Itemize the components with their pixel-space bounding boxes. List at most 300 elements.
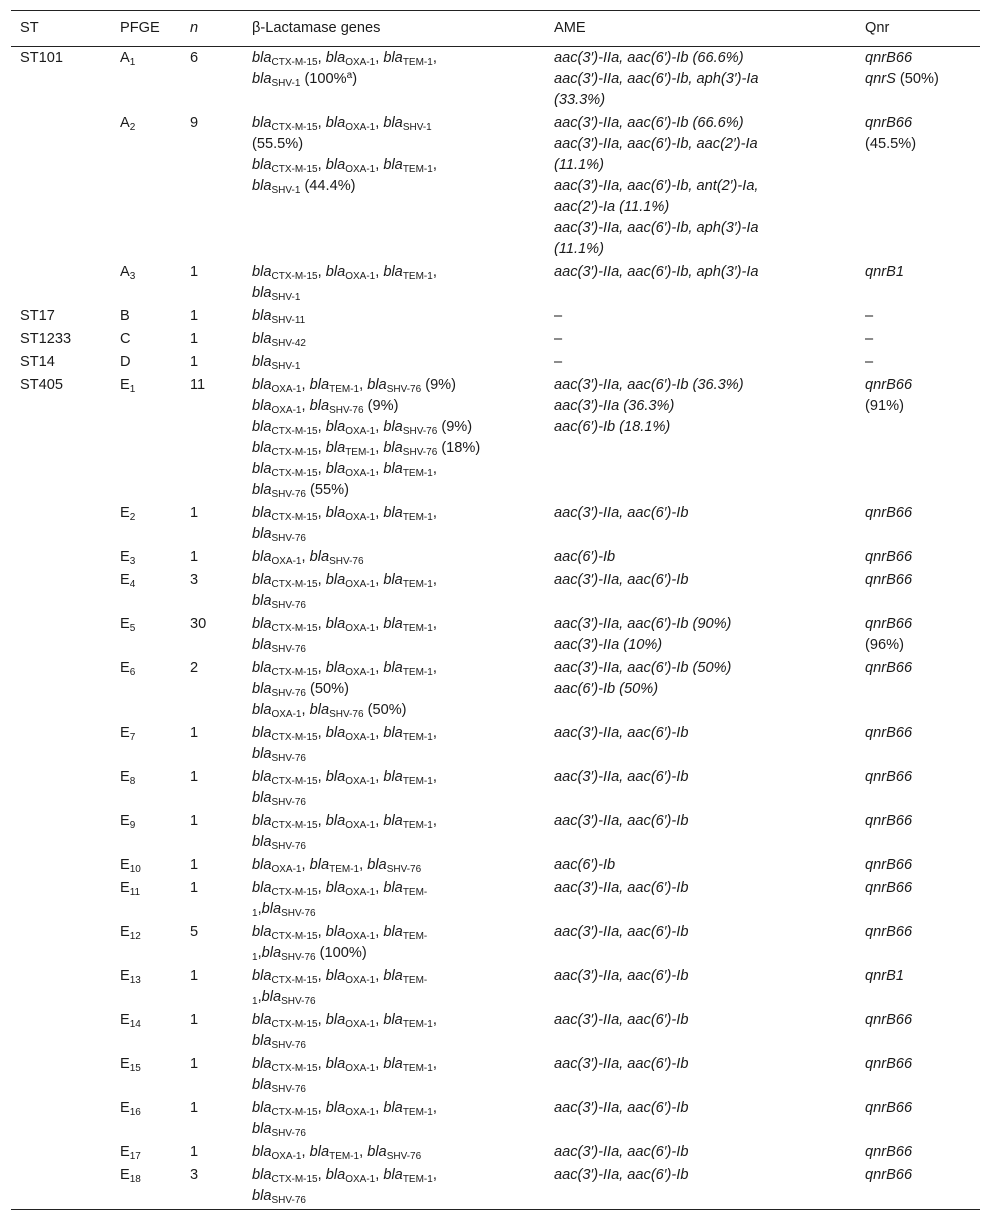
text-segment: bla bbox=[309, 398, 330, 414]
text-segment: bla bbox=[252, 398, 272, 414]
text-segment: SHV-76 bbox=[281, 996, 316, 1007]
text-segment: SHV-76 bbox=[271, 797, 306, 808]
cell-qnr bbox=[856, 47, 980, 113]
text-segment: , bbox=[432, 50, 437, 66]
text-segment: OXA-1 bbox=[345, 820, 376, 831]
ame-line: aac(2′)-Ia (11.1%) bbox=[554, 199, 670, 215]
pfge-letter: E bbox=[120, 880, 130, 896]
table-row bbox=[11, 261, 980, 305]
text-segment: , bbox=[375, 769, 384, 785]
ame-line: aac(3′)-IIa, aac(6′)-Ib bbox=[554, 769, 689, 785]
cell-beta-lactamase bbox=[243, 877, 545, 921]
qnr-line bbox=[865, 69, 980, 90]
cell-n: 1 bbox=[190, 1100, 199, 1116]
qnr-line bbox=[865, 614, 980, 635]
text-segment: bla bbox=[261, 989, 282, 1005]
cell-pfge bbox=[111, 328, 181, 351]
cell-pfge bbox=[111, 1164, 181, 1210]
text-segment: TEM-1 bbox=[402, 623, 433, 634]
cell-pfge bbox=[111, 546, 181, 569]
cell-pfge bbox=[111, 1141, 181, 1164]
text-segment: , bbox=[432, 813, 437, 829]
gene-line bbox=[252, 459, 545, 480]
pfge-letter: E bbox=[120, 1144, 130, 1160]
qnr-line bbox=[865, 811, 980, 832]
text-segment: OXA-1 bbox=[271, 384, 302, 395]
text-segment: SHV-1 bbox=[271, 78, 301, 89]
pfge-letter: E bbox=[120, 572, 130, 588]
cell-ame bbox=[545, 722, 856, 766]
cell-qnr bbox=[856, 722, 980, 766]
text-segment: bla bbox=[261, 945, 282, 961]
gene-line bbox=[252, 966, 545, 987]
cell-st bbox=[11, 766, 111, 810]
table-row bbox=[11, 47, 980, 113]
text-segment: bla bbox=[325, 264, 346, 280]
cell-beta-lactamase bbox=[243, 1164, 545, 1210]
text-segment: TEM-1 bbox=[402, 820, 433, 831]
text-segment: bla bbox=[325, 968, 346, 984]
cell-beta-lactamase bbox=[243, 965, 545, 1009]
text-segment: bla bbox=[252, 419, 272, 435]
cell-n: 1 bbox=[190, 1056, 199, 1072]
pfge-letter: E bbox=[120, 505, 130, 521]
cell-st bbox=[11, 1009, 111, 1053]
text-segment: qnrB66 bbox=[865, 725, 913, 741]
gene-line bbox=[252, 1054, 545, 1075]
cell-n: 1 bbox=[190, 264, 199, 280]
text-segment: bla bbox=[252, 440, 272, 456]
text-segment: , bbox=[301, 857, 310, 873]
text-segment: bla bbox=[325, 660, 346, 676]
pfge-subscript: 1 bbox=[129, 384, 136, 395]
text-segment: , bbox=[257, 901, 262, 917]
text-segment: , bbox=[375, 813, 384, 829]
header-n: n bbox=[181, 11, 243, 47]
text-segment: , bbox=[375, 115, 384, 131]
table-row bbox=[11, 305, 980, 328]
text-segment: , bbox=[317, 725, 326, 741]
text-segment: OXA-1 bbox=[345, 887, 376, 898]
text-segment: bla bbox=[367, 1144, 387, 1160]
text-segment: (45.5%) bbox=[865, 136, 917, 152]
text-segment: , bbox=[375, 264, 384, 280]
text-segment: bla bbox=[325, 1012, 346, 1028]
pfge-letter: A bbox=[120, 115, 130, 131]
pfge-subscript: 5 bbox=[129, 623, 136, 634]
cell-qnr bbox=[856, 305, 980, 328]
ame-line: aac(3′)-IIa, aac(6′)-Ib (66.6%) bbox=[554, 115, 744, 131]
table-row bbox=[11, 1164, 980, 1210]
text-segment: bla bbox=[252, 790, 272, 806]
text-segment: , bbox=[375, 616, 384, 632]
cell-ame bbox=[545, 854, 856, 877]
ame-line: – bbox=[554, 308, 563, 324]
text-segment: qnrB66 bbox=[865, 769, 913, 785]
text-segment: TEM-1 bbox=[329, 1151, 360, 1162]
text-segment: TEM-1 bbox=[402, 1107, 433, 1118]
text-segment: 1 bbox=[252, 996, 258, 1007]
gene-line bbox=[252, 503, 545, 524]
ame-line: (11.1%) bbox=[554, 157, 605, 173]
text-segment: , bbox=[257, 989, 262, 1005]
cell-qnr bbox=[856, 1053, 980, 1097]
ame-line: aac(3′)-IIa, aac(6′)-Ib, ant(2′)-Ia, bbox=[554, 178, 759, 194]
table-row bbox=[11, 351, 980, 374]
pfge-subscript: 3 bbox=[129, 556, 136, 567]
cell-n: 2 bbox=[190, 660, 199, 676]
text-segment: bla bbox=[252, 264, 272, 280]
cell-st bbox=[11, 877, 111, 921]
text-segment: bla bbox=[383, 157, 403, 173]
text-segment: qnrB66 bbox=[865, 1100, 913, 1116]
table-row bbox=[11, 1053, 980, 1097]
gene-line bbox=[252, 943, 545, 964]
cell-ame bbox=[545, 1009, 856, 1053]
text-segment: CTX-M-15 bbox=[271, 468, 318, 479]
cell-pfge bbox=[111, 261, 181, 305]
table-row bbox=[11, 374, 980, 502]
text-segment: bla bbox=[367, 377, 387, 393]
cell-ame bbox=[545, 374, 856, 502]
header-row bbox=[11, 11, 980, 47]
table-row bbox=[11, 722, 980, 766]
cell-n: 1 bbox=[190, 725, 199, 741]
cell-qnr bbox=[856, 546, 980, 569]
text-segment: bla bbox=[252, 924, 272, 940]
gene-line bbox=[252, 767, 545, 788]
text-segment: TEM-1 bbox=[329, 384, 360, 395]
cell-n: 1 bbox=[190, 331, 199, 347]
cell-ame bbox=[545, 1164, 856, 1210]
gene-line bbox=[252, 438, 545, 459]
qnr-line bbox=[865, 503, 980, 524]
text-segment: bla bbox=[252, 178, 272, 194]
text-segment: , bbox=[317, 1100, 326, 1116]
text-segment: TEM-1 bbox=[402, 1174, 433, 1185]
text-segment: bla bbox=[309, 549, 330, 565]
text-segment: bla bbox=[383, 1100, 403, 1116]
cell-ame bbox=[545, 965, 856, 1009]
text-segment: bla bbox=[252, 637, 272, 653]
cell-pfge bbox=[111, 854, 181, 877]
gene-line bbox=[252, 329, 545, 350]
text-segment: bla bbox=[252, 377, 272, 393]
gene-line bbox=[252, 832, 545, 853]
cell-qnr bbox=[856, 613, 980, 657]
text-segment: qnrB66 bbox=[865, 549, 913, 565]
text-segment: qnrB66 bbox=[865, 813, 913, 829]
text-segment: CTX-M-15 bbox=[271, 447, 318, 458]
text-segment: OXA-1 bbox=[345, 931, 376, 942]
text-segment: bla bbox=[252, 461, 272, 477]
text-segment: bla bbox=[383, 880, 403, 896]
pfge-letter: E bbox=[120, 660, 130, 676]
table-row bbox=[11, 112, 980, 261]
text-segment: bla bbox=[252, 285, 272, 301]
text-segment: CTX-M-15 bbox=[271, 1019, 318, 1030]
gene-line bbox=[252, 899, 545, 920]
text-segment: OXA-1 bbox=[345, 1107, 376, 1118]
cell-beta-lactamase bbox=[243, 1097, 545, 1141]
gene-line bbox=[252, 700, 545, 721]
text-segment: (9%) bbox=[363, 398, 399, 414]
text-segment: (100% bbox=[300, 71, 347, 87]
text-segment: qnrB66 bbox=[865, 1012, 913, 1028]
text-segment: bla bbox=[325, 505, 346, 521]
text-segment: CTX-M-15 bbox=[271, 776, 318, 787]
cell-ame bbox=[545, 502, 856, 546]
table-row bbox=[11, 1009, 980, 1053]
text-segment: bla bbox=[252, 593, 272, 609]
text-segment: TEM-1 bbox=[402, 732, 433, 743]
cell-n: 3 bbox=[181, 1164, 243, 1210]
table-body bbox=[11, 47, 980, 1210]
text-segment: , bbox=[375, 440, 384, 456]
text-segment: OXA-1 bbox=[345, 122, 376, 133]
text-segment: TEM- bbox=[402, 975, 428, 986]
cell-ame bbox=[545, 47, 856, 113]
cell-st bbox=[11, 657, 111, 722]
text-segment: qnrB66 bbox=[865, 1144, 913, 1160]
text-segment: OXA-1 bbox=[271, 864, 302, 875]
text-segment: a bbox=[346, 70, 353, 81]
gene-line bbox=[252, 547, 545, 568]
text-segment: , bbox=[301, 398, 310, 414]
cell-pfge bbox=[111, 921, 181, 965]
cell-qnr bbox=[856, 657, 980, 722]
pfge-subscript: 16 bbox=[129, 1107, 141, 1118]
text-segment: bla bbox=[383, 264, 403, 280]
header-ame: AME bbox=[545, 11, 856, 47]
text-segment: TEM-1 bbox=[402, 579, 433, 590]
text-segment: , bbox=[432, 461, 437, 477]
text-segment: , bbox=[432, 572, 437, 588]
text-segment: bla bbox=[383, 505, 403, 521]
ame-line: aac(3′)-IIa, aac(6′)-Ib, aac(2′)-Ia bbox=[554, 136, 758, 152]
text-segment: , bbox=[375, 1012, 384, 1028]
cell-st bbox=[11, 261, 111, 305]
text-segment: bla bbox=[252, 1077, 272, 1093]
cell-n: 1 bbox=[190, 308, 199, 324]
text-segment: bla bbox=[383, 440, 403, 456]
cell-st bbox=[11, 546, 111, 569]
text-segment: , bbox=[257, 945, 262, 961]
text-segment: OXA-1 bbox=[345, 164, 376, 175]
text-segment: , bbox=[301, 377, 310, 393]
text-segment: , bbox=[375, 419, 384, 435]
text-segment: bla bbox=[383, 968, 403, 984]
table-row bbox=[11, 613, 980, 657]
text-segment: SHV-76 bbox=[271, 1040, 306, 1051]
cell-beta-lactamase bbox=[243, 1141, 545, 1164]
text-segment: OXA-1 bbox=[345, 667, 376, 678]
text-segment: bla bbox=[383, 725, 403, 741]
text-segment: TEM- bbox=[402, 887, 428, 898]
text-segment: , bbox=[432, 505, 437, 521]
gene-line bbox=[252, 811, 545, 832]
text-segment: bla bbox=[252, 813, 272, 829]
gene-line bbox=[252, 635, 545, 656]
table-row bbox=[11, 502, 980, 546]
text-segment: TEM-1 bbox=[345, 447, 376, 458]
pfge-subscript: 2 bbox=[129, 512, 136, 523]
ame-line: aac(3′)-IIa, aac(6′)-Ib, aph(3′)-Ia bbox=[554, 264, 759, 280]
cell-n: 1 bbox=[190, 769, 199, 785]
text-segment: SHV-76 bbox=[271, 1128, 306, 1139]
cell-n: 1 bbox=[190, 1012, 199, 1028]
text-segment: CTX-M-15 bbox=[271, 667, 318, 678]
text-segment: bla bbox=[325, 461, 346, 477]
text-segment: bla bbox=[325, 616, 346, 632]
gene-line bbox=[252, 1119, 545, 1140]
table-row bbox=[11, 810, 980, 854]
cell-st bbox=[11, 1164, 111, 1210]
cell-st bbox=[11, 965, 111, 1009]
text-segment: , bbox=[317, 1012, 326, 1028]
text-segment: , bbox=[375, 1167, 384, 1183]
text-segment: CTX-M-15 bbox=[271, 426, 318, 437]
ame-line: aac(3′)-IIa, aac(6′)-Ib (66.6%) bbox=[554, 50, 744, 66]
text-segment: bla bbox=[309, 702, 330, 718]
text-segment: qnrB66 bbox=[865, 572, 913, 588]
text-segment: OXA-1 bbox=[345, 426, 376, 437]
text-segment: , bbox=[359, 377, 368, 393]
gene-line bbox=[252, 679, 545, 700]
text-segment: bla bbox=[252, 1167, 272, 1183]
text-segment: , bbox=[317, 616, 326, 632]
pfge-letter: E bbox=[120, 924, 130, 940]
text-segment: bla bbox=[252, 482, 272, 498]
text-segment: SHV-76 bbox=[402, 447, 438, 458]
text-segment: qnrB66 bbox=[865, 377, 913, 393]
qnr-line bbox=[865, 767, 980, 788]
cell-n: 1 bbox=[190, 968, 199, 984]
cell-ame bbox=[545, 305, 856, 328]
gene-line bbox=[252, 788, 545, 809]
pfge-letter: E bbox=[120, 616, 130, 632]
cell-ame bbox=[545, 261, 856, 305]
text-segment: bla bbox=[325, 725, 346, 741]
text-segment: bla bbox=[252, 746, 272, 762]
text-segment: bla bbox=[261, 901, 282, 917]
qnr-line bbox=[865, 1010, 980, 1031]
ame-line: – bbox=[554, 331, 563, 347]
text-segment: CTX-M-15 bbox=[271, 623, 318, 634]
ame-line: aac(3′)-IIa, aac(6′)-Ib bbox=[554, 1056, 689, 1072]
text-segment: – bbox=[865, 308, 874, 324]
table-row bbox=[11, 657, 980, 722]
cell-beta-lactamase bbox=[243, 112, 545, 261]
text-segment: CTX-M-15 bbox=[271, 1107, 318, 1118]
text-segment: , bbox=[317, 968, 326, 984]
cell-beta-lactamase bbox=[243, 657, 545, 722]
cell-beta-lactamase bbox=[243, 921, 545, 965]
table-row bbox=[11, 921, 980, 965]
cell-st bbox=[11, 1097, 111, 1141]
pfge-subscript: 14 bbox=[129, 1019, 141, 1030]
cell-pfge bbox=[111, 722, 181, 766]
gene-line bbox=[252, 855, 545, 876]
text-segment: , bbox=[317, 769, 326, 785]
pfge-subscript: 10 bbox=[129, 864, 141, 875]
ame-line: aac(3′)-IIa, aac(6′)-Ib (90%) bbox=[554, 616, 732, 632]
text-segment: 1 bbox=[252, 908, 258, 919]
text-segment: bla bbox=[383, 419, 403, 435]
text-segment: bla bbox=[383, 50, 403, 66]
qnr-line bbox=[865, 306, 980, 327]
pfge-letter: E bbox=[120, 549, 130, 565]
cell-pfge bbox=[111, 766, 181, 810]
ame-line: aac(3′)-IIa, aac(6′)-Ib bbox=[554, 505, 689, 521]
gene-line bbox=[252, 375, 545, 396]
pfge-letter: A bbox=[120, 50, 130, 66]
text-segment: CTX-M-15 bbox=[271, 931, 318, 942]
cell-n: 3 bbox=[190, 572, 199, 588]
text-segment: , bbox=[317, 505, 326, 521]
text-segment: SHV-76 bbox=[271, 1084, 306, 1095]
cell-st bbox=[11, 613, 111, 657]
header-qnr: Qnr bbox=[856, 11, 980, 47]
text-segment: bla bbox=[252, 526, 272, 542]
text-segment: ) bbox=[352, 71, 358, 87]
gene-line bbox=[252, 591, 545, 612]
ame-line: aac(3′)-IIa, aac(6′)-Ib bbox=[554, 1100, 689, 1116]
text-segment: OXA-1 bbox=[345, 579, 376, 590]
text-segment: bla bbox=[325, 1056, 346, 1072]
text-segment: bla bbox=[252, 354, 272, 370]
gene-line bbox=[252, 262, 545, 283]
text-segment: bla bbox=[383, 924, 403, 940]
gene-line bbox=[252, 1031, 545, 1052]
cell-qnr bbox=[856, 766, 980, 810]
ame-line: aac(3′)-IIa, aac(6′)-Ib bbox=[554, 813, 689, 829]
cell-beta-lactamase bbox=[243, 722, 545, 766]
text-segment: bla bbox=[367, 857, 387, 873]
text-segment: bla bbox=[252, 1056, 272, 1072]
text-segment: bla bbox=[325, 572, 346, 588]
text-segment: bla bbox=[383, 1012, 403, 1028]
text-segment: TEM-1 bbox=[402, 164, 433, 175]
qnr-line bbox=[865, 723, 980, 744]
gene-line bbox=[252, 1098, 545, 1119]
text-segment: (44.4%) bbox=[300, 178, 356, 194]
text-segment: (18%) bbox=[437, 440, 481, 456]
text-segment: bla bbox=[252, 331, 272, 347]
text-segment: TEM-1 bbox=[402, 1063, 433, 1074]
cell-n: 1 bbox=[190, 857, 199, 873]
pfge-letter: E bbox=[120, 813, 130, 829]
text-segment: , bbox=[375, 572, 384, 588]
text-segment: , bbox=[432, 1012, 437, 1028]
cell-ame bbox=[545, 613, 856, 657]
cell-qnr bbox=[856, 877, 980, 921]
text-segment: bla bbox=[325, 1167, 346, 1183]
text-segment: qnrB1 bbox=[865, 264, 904, 280]
text-segment: (55%) bbox=[305, 482, 349, 498]
pfge-subscript: 9 bbox=[129, 820, 136, 831]
text-segment: TEM-1 bbox=[402, 667, 433, 678]
text-segment: bla bbox=[252, 616, 272, 632]
qnr-line bbox=[865, 329, 980, 350]
pfge-subscript: 6 bbox=[129, 667, 136, 678]
text-segment: SHV-11 bbox=[271, 315, 306, 326]
text-segment: , bbox=[375, 1056, 384, 1072]
gene-line bbox=[252, 1010, 545, 1031]
pfge-letter: E bbox=[120, 1167, 130, 1183]
text-segment: , bbox=[375, 505, 384, 521]
text-segment: SHV-76 bbox=[271, 644, 306, 655]
